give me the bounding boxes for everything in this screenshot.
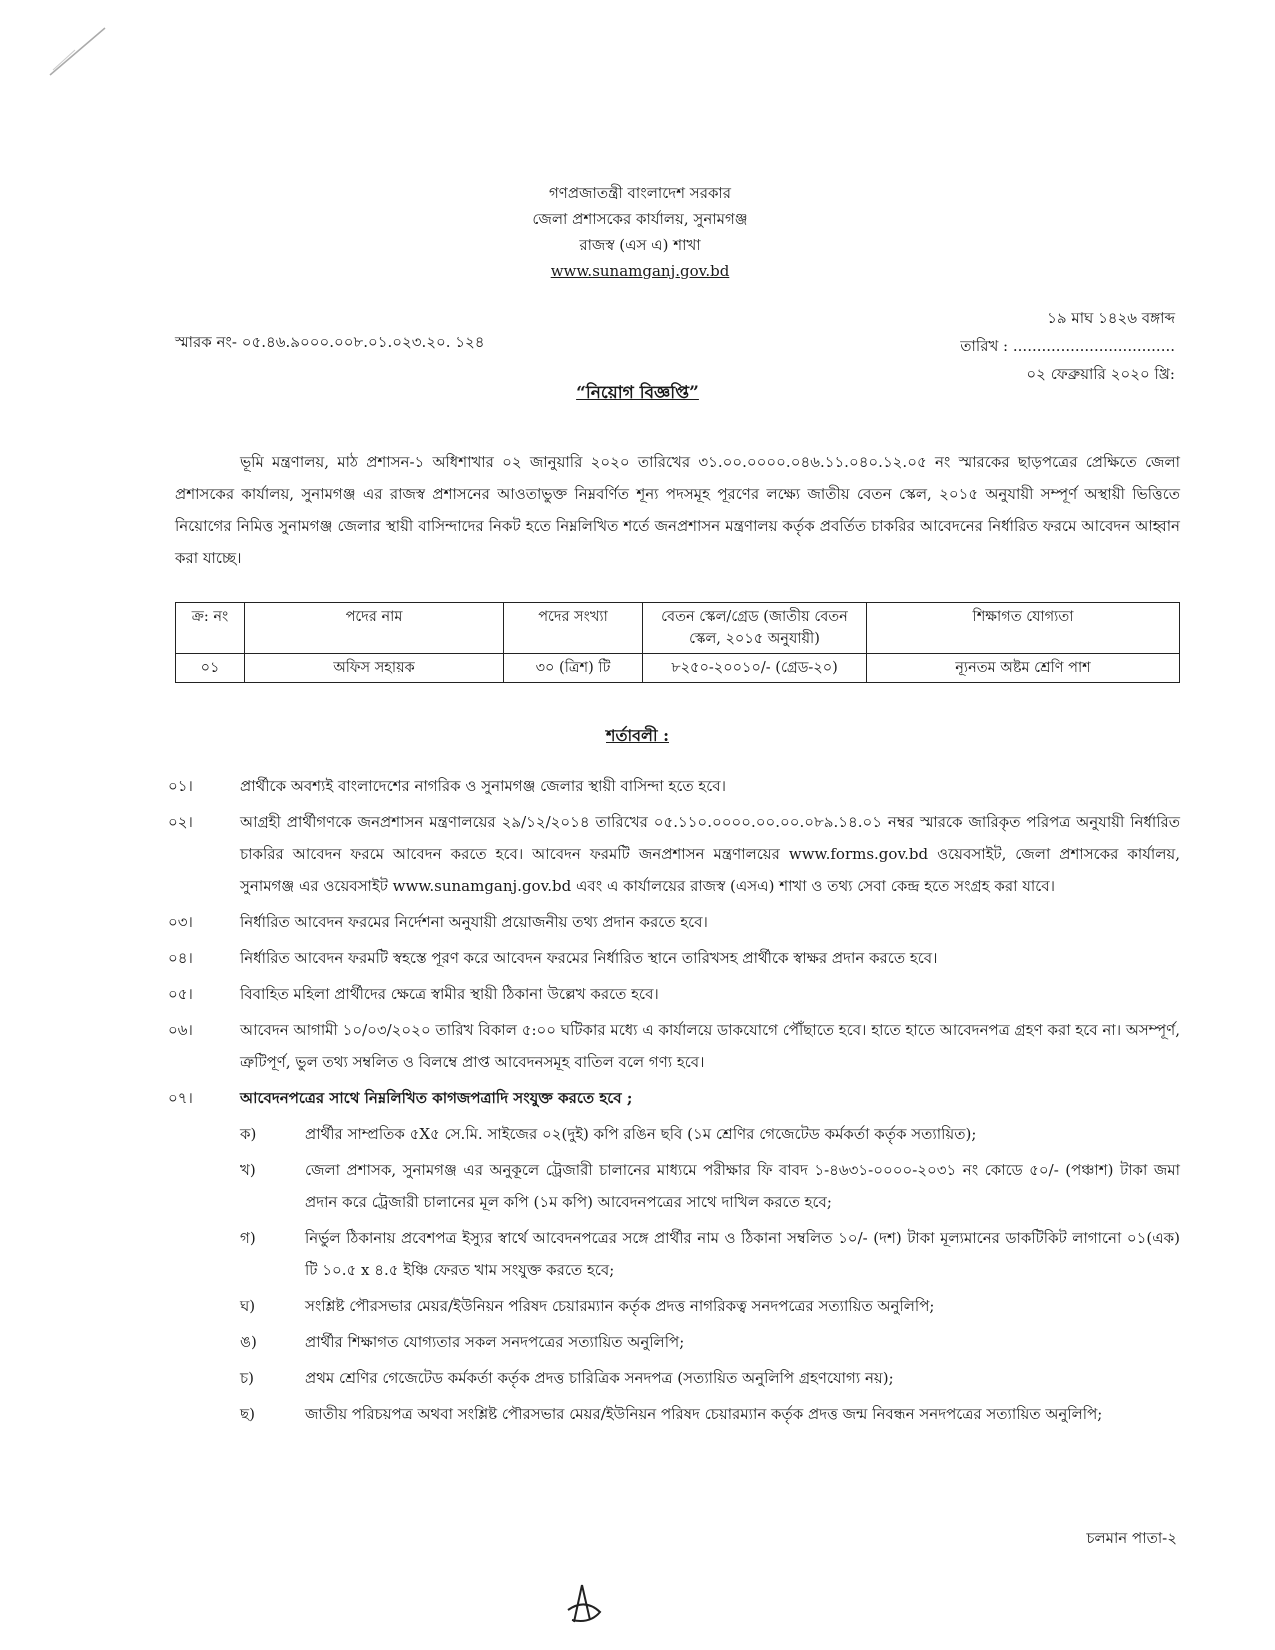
list-item xyxy=(240,1326,1180,1358)
list-item xyxy=(240,1398,1180,1430)
condition-text: নির্ধারিত আবেদন ফরমের নির্দেশনা অনুযায়ী প্রয়োজনীয় তথ্য প্রদান করতে হবে। xyxy=(240,913,708,931)
office-name: জেলা প্রশাসকের কার্যালয়, সুনামগঞ্জ xyxy=(532,210,748,228)
office-header xyxy=(340,180,940,284)
branch-name: রাজস্ব (এস এ) শাখা xyxy=(579,236,701,254)
condition-number: ০৫। xyxy=(168,985,193,1003)
list-item xyxy=(168,942,1180,974)
attachment-letter: খ) xyxy=(240,1161,256,1179)
cell-pay-scale: ৮২৫০-২০০১০/- (গ্রেড-২০) xyxy=(643,654,867,683)
attachment-letter: ঘ) xyxy=(240,1297,256,1315)
attachments-list xyxy=(240,1118,1180,1430)
scan-mark-icon xyxy=(45,20,115,80)
col-post-name: পদের নাম xyxy=(245,603,504,654)
website-link[interactable]: www.sunamganj.gov.bd xyxy=(550,262,730,280)
date-block xyxy=(960,304,1175,388)
condition-text: বিবাহিত মহিলা প্রার্থীদের ক্ষেত্রে স্বামীর স্থায়ী ঠিকানা উল্লেখ করতে হবে। xyxy=(240,985,659,1003)
list-item xyxy=(240,1118,1180,1150)
attachment-text: প্রথম শ্রেণির গেজেটেড কর্মকর্তা কর্তৃক প্রদত্ত চারিত্রিক সনদপত্র (সত্যায়িত অনুলিপি গ্রহণযোগ্য নয়); xyxy=(305,1369,894,1387)
attachment-letter: ছ) xyxy=(240,1405,255,1423)
condition-number: ০৭। xyxy=(168,1089,193,1107)
list-item xyxy=(168,770,1180,802)
cell-post-count: ৩০ (ত্রিশ) টি xyxy=(504,654,643,683)
list-item xyxy=(168,978,1180,1010)
notice-title xyxy=(0,380,1275,408)
notice-title-text: “নিয়োগ বিজ্ঞপ্তি” xyxy=(576,383,699,403)
signature-icon xyxy=(560,1580,610,1630)
list-item xyxy=(240,1154,1180,1218)
table-row xyxy=(176,654,1180,683)
condition-text: আগ্রহী প্রার্থীগণকে জনপ্রশাসন মন্ত্রণালয়ের ২৯/১২/২০১৪ তারিখের ০৫.১১০.০০০০.০০.০০.০৮৯.১৪.০১ নম্বর স্মারকে জারিকৃত পরিপত্র অনুযায়ী নির্ধারিত চাকরির আবেদন ফরমে আবেদন করতে হবে। আবেদন ফরমটি জনপ্রশাসন মন্ত্রণালয়ের www.forms.gov.bd ওয়েবসাইট, জেলা প্রশাসকের কার্যালয়, সুনামগঞ্জ এর ওয়েবসাইট www.sunamganj.gov.bd এবং এ কার্যালয়ের রাজস্ব (এসএ) শাখা ও তথ্য সেবা কেন্দ্র হতে সংগ্রহ করা যাবে। xyxy=(240,813,1180,895)
condition-number: ০৪। xyxy=(168,949,193,967)
continued-page-note: চলমান পাতা-২ xyxy=(1086,1529,1177,1547)
list-item xyxy=(168,806,1180,902)
intro-paragraph: ভূমি মন্ত্রণালয়, মাঠ প্রশাসন-১ অধিশাখার ০২ জানুয়ারি ২০২০ তারিখের ৩১.০০.০০০০.০৪৬.১১.০৪০.১২.০৫ নং স্মারকের ছাড়পত্রের প্রেক্ষিতে জেলা প্রশাসকের কার্যালয়, সুনামগঞ্জ এর রাজস্ব প্রশাসনের আওতাভুক্ত নিম্নবর্ণিত শূন্য পদসমূহ পূরণের লক্ষ্যে জাতীয় বেতন স্কেল, ২০১৫ অনুযায়ী সম্পূর্ণ অস্থায়ী ভিত্তিতে নিয়োগের নিমিত্ত সুনামগঞ্জ জেলার স্থায়ী বাসিন্দাদের নিকট হতে নিম্নলিখিত শর্তে জনপ্রশাসন মন্ত্রণালয় কর্তৃক প্রবর্তিত চাকরির আবেদনের নির্ধারিত ফরমে আবেদন আহ্বান করা যাচ্ছে। xyxy=(175,453,1180,567)
attachment-text: জেলা প্রশাসক, সুনামগঞ্জ এর অনুকূলে ট্রেজারী চালানের মাধ্যমে পরীক্ষার ফি বাবদ ১-৪৬৩১-০০০০-২০৩১ নং কোডে ৫০/- (পঞ্চাশ) টাকা জমা প্রদান করে ট্রেজারী চালানের মূল কপি (১ম কপি) আবেদনপত্রের সাথে দাখিল করতে হবে; xyxy=(305,1161,1180,1211)
condition-number: ০২। xyxy=(168,813,193,831)
date-english: ০২ ফেব্রুয়ারি ২০২০ খ্রি: xyxy=(1026,365,1175,383)
condition-number: ০৩। xyxy=(168,913,193,931)
date-label: তারিখ : .................................. xyxy=(960,337,1175,355)
condition-number: ০৬। xyxy=(168,1021,193,1039)
condition-text: আবেদনপত্রের সাথে নিম্নলিখিত কাগজপত্রাদি সংযুক্ত করতে হবে ; xyxy=(240,1089,633,1107)
conditions-heading xyxy=(0,723,1275,750)
table-header-row xyxy=(176,603,1180,654)
condition-text: আবেদন আগামী ১০/০৩/২০২০ তারিখ বিকাল ৫:০০ ঘটিকার মধ্যে এ কার্যালয়ে ডাকযোগে পৌঁছাতে হবে। হাতে হাতে আবেদনপত্র গ্রহণ করা হবে না। অসম্পূর্ণ, ত্রুটিপূর্ণ, ভুল তথ্য সম্বলিত ও বিলম্বে প্রাপ্ত আবেদনসমূহ বাতিল বলে গণ্য হবে। xyxy=(240,1021,1180,1071)
col-qualification: শিক্ষাগত যোগ্যতা xyxy=(867,603,1180,654)
attachment-text: প্রার্থীর সাম্প্রতিক ৫X৫ সে.মি. সাইজের ০২(দুই) কপি রঙিন ছবি (১ম শ্রেণির গেজেটেড কর্মকর্তা কর্তৃক সত্যায়িত); xyxy=(305,1125,977,1143)
condition-number: ০১। xyxy=(168,777,193,795)
attachment-text: নির্ভুল ঠিকানায় প্রবেশপত্র ইস্যুর স্বার্থে আবেদনপত্রের সঙ্গে প্রার্থীর নাম ও ঠিকানা সম্বলিত ১০/- (দশ) টাকা মূল্যমানের ডাকটিকিট লাগানো ০১(এক) টি ১০.৫ x ৪.৫ ইঞ্চি ফেরত খাম সংযুক্ত করতে হবে; xyxy=(305,1229,1180,1279)
attachment-letter: গ) xyxy=(240,1229,256,1247)
list-item xyxy=(240,1362,1180,1394)
attachment-letter: ক) xyxy=(240,1125,257,1143)
posts-table xyxy=(175,602,1180,683)
cell-qualification: ন্যূনতম অষ্টম শ্রেণি পাশ xyxy=(867,654,1180,683)
condition-text: নির্ধারিত আবেদন ফরমটি স্বহস্তে পূরণ করে আবেদন ফরমের নির্ধারিত স্থানে তারিখসহ প্রার্থীকে স্বাক্ষর প্রদান করতে হবে। xyxy=(240,949,938,967)
condition-text: প্রার্থীকে অবশ্যই বাংলাদেশের নাগরিক ও সুনামগঞ্জ জেলার স্থায়ী বাসিন্দা হতে হবে। xyxy=(240,777,727,795)
attachment-text: প্রার্থীর শিক্ষাগত যোগ্যতার সকল সনদপত্রের সত্যায়িত অনুলিপি; xyxy=(305,1333,685,1351)
list-item xyxy=(240,1290,1180,1322)
col-post-count: পদের সংখ্যা xyxy=(504,603,643,654)
list-item xyxy=(168,1014,1180,1078)
list-item xyxy=(168,1082,1180,1114)
list-item xyxy=(240,1222,1180,1286)
attachment-text: জাতীয় পরিচয়পত্র অথবা সংশ্লিষ্ট পৌরসভার মেয়র/ইউনিয়ন পরিষদ চেয়ারম্যান কর্তৃক প্রদত্ত জন্ম নিবন্ধন সনদপত্রের সত্যায়িত অনুলিপি; xyxy=(305,1405,1103,1423)
attachment-text: সংশ্লিষ্ট পৌরসভার মেয়র/ইউনিয়ন পরিষদ চেয়ারম্যান কর্তৃক প্রদত্ত নাগরিকত্ব সনদপত্রের সত্যায়িত অনুলিপি; xyxy=(305,1297,935,1315)
date-bangla: ১৯ মাঘ ১৪২৬ বঙ্গাব্দ xyxy=(1047,309,1175,327)
attachment-letter: চ) xyxy=(240,1369,254,1387)
col-pay-scale: বেতন স্কেল/গ্রেড (জাতীয় বেতন স্কেল, ২০১৫ অনুযায়ী) xyxy=(643,603,867,654)
govt-name: গণপ্রজাতন্ত্রী বাংলাদেশ সরকার xyxy=(548,184,732,202)
list-item xyxy=(168,906,1180,938)
memo-number: স্মারক নং- ০৫.৪৬.৯০০০.০০৮.০১.০২৩.২০. ১২৪ xyxy=(175,333,485,351)
conditions-list xyxy=(168,770,1180,1434)
col-serial: ক্র: নং xyxy=(176,603,245,654)
cell-serial: ০১ xyxy=(176,654,245,683)
cell-post-name: অফিস সহায়ক xyxy=(245,654,504,683)
attachment-letter: ঙ) xyxy=(240,1333,257,1351)
conditions-heading-text: শর্তাবলী : xyxy=(606,726,669,745)
